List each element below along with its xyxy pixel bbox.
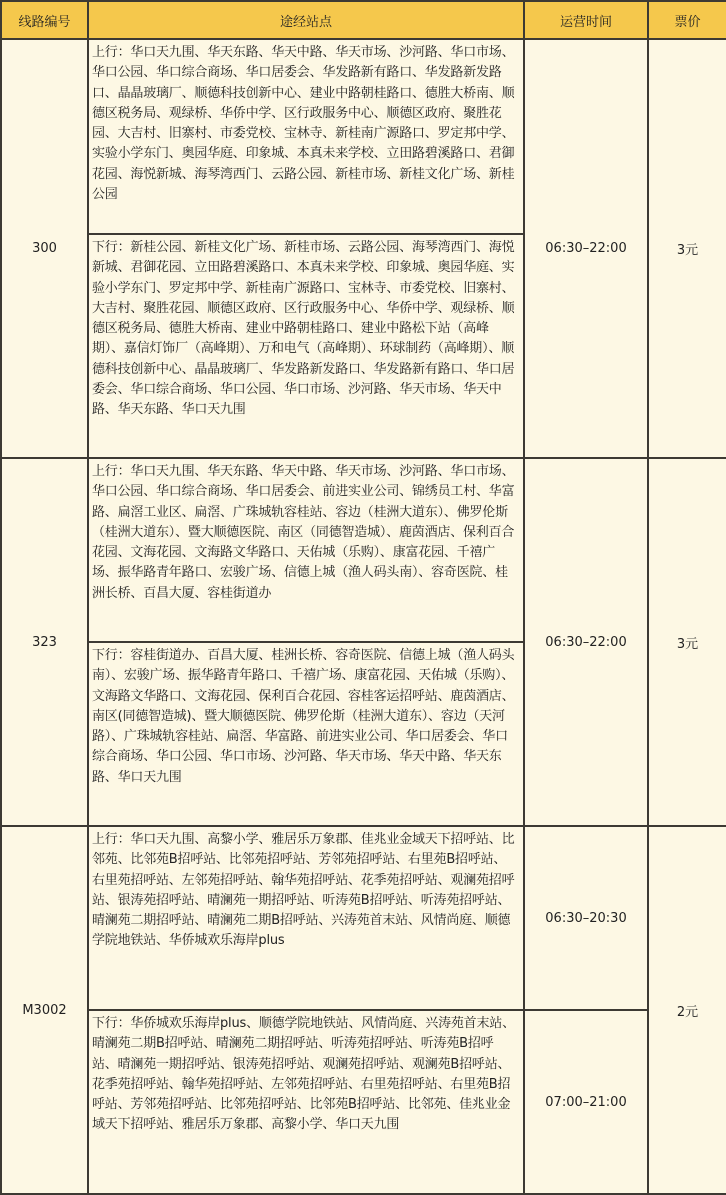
route-323-down-stops (88, 642, 524, 826)
route-m3002-up-row (1, 826, 726, 1010)
route-300-down-stops (88, 234, 524, 458)
route-m3002-fare: 2元 (648, 826, 726, 1194)
route-number-300: 300 (1, 39, 88, 458)
stops-text: 上行：华口天九围、华天东路、华天中路、华天市场、沙河路、华口市场、华口公园、华口综合商场、华口居委会、华发路新有路口、华发路新发路口、晶晶玻璃厂、顺德科技创新中心、建业中路朝桂路口、德胜大桥南、顺德区税务局、观绿桥、华侨中学、区行政服务中心、顺德区政府、聚胜花园、大吉村、旧寨村、市委党校、宝林寺、新桂南广源路口、罗定邦中学、实验小学东门、奥园华庭、印象城、本真未来学校、立田路碧溪路口、君御花园、海悦新城、海琴湾西门、云路公园、新桂市场、新桂文化广场、新桂公园 (92, 45, 515, 203)
header-hours: 运营时间 (524, 1, 648, 39)
route-300-hours: 06:30–22:00 (524, 39, 648, 458)
stops-text: 下行：新桂公园、新桂文化广场、新桂市场、云路公园、海琴湾西门、海悦新城、君御花园、立田路碧溪路口、本真未来学校、印象城、奥园华庭、实验小学东门、罗定邦中学、新桂南广源路口、宝林寺、市委党校、旧寨村、大吉村、聚胜花园、顺德区政府、区行政服务中心、华侨中学、观绿桥、顺德区税务局、德胜大桥南、建业中路朝桂路口、建业中路松下站（高峰期）、嘉信灯饰厂（高峰期）、万和电气（高峰期）、环球制药（高峰期）、顺德科技创新中心、晶晶玻璃厂、华发路新发路口、华发路新有路口、华口居委会、华口综合商场、华口公园、华口市场、沙河路、华天市场、华天中路、华天东路、华口天九围 (92, 240, 515, 418)
header-route-number: 线路编号 (1, 1, 88, 39)
route-m3002-down-row (1, 1010, 726, 1194)
route-300-fare: 3元 (648, 39, 726, 458)
route-m3002-down-stops (88, 1010, 524, 1194)
route-m3002-down-hours: 07:00–21:00 (524, 1010, 648, 1194)
route-number-323: 323 (1, 458, 88, 826)
route-323-hours: 06:30–22:00 (524, 458, 648, 826)
stops-text: 上行：华口天九围、高黎小学、雅居乐万象郡、佳兆业金域天下招呼站、比邻苑、比邻苑B招呼站、比邻苑招呼站、芳邻苑招呼站、右里苑B招呼站、右里苑招呼站、左邻苑招呼站、翰华苑招呼站、花季苑招呼站、观澜苑招呼站、银涛苑招呼站、晴澜苑一期招呼站、听涛苑B招呼站、听涛苑招呼站、晴澜苑二期招呼站、晴澜苑二期B招呼站、兴涛苑首末站、风情尚庭、顺德学院地铁站、华侨城欢乐海岸plus (92, 832, 515, 949)
header-fare: 票价 (648, 1, 726, 39)
route-m3002-up-stops (88, 826, 524, 1010)
route-323-up-row (1, 458, 726, 642)
header-row (1, 1, 726, 39)
route-m3002-up-hours: 06:30–20:30 (524, 826, 648, 1010)
route-323-up-stops (88, 458, 524, 642)
route-323-fare: 3元 (648, 458, 726, 826)
stops-text: 下行：华侨城欢乐海岸plus、顺德学院地铁站、风情尚庭、兴涛苑首末站、晴澜苑二期B招呼站、晴澜苑二期招呼站、听涛苑招呼站、听涛苑B招呼站、晴澜苑一期招呼站、银涛苑招呼站、观澜苑招呼站、观澜苑B招呼站、花季苑招呼站、翰华苑招呼站、左邻苑招呼站、右里苑招呼站、右里苑B招呼站、芳邻苑招呼站、比邻苑招呼站、比邻苑B招呼站、比邻苑、佳兆业金域天下招呼站、雅居乐万象郡、高黎小学、华口天九围 (92, 1016, 515, 1133)
header-stops: 途经站点 (88, 1, 524, 39)
route-300-up-row (1, 39, 726, 234)
route-300-up-stops (88, 39, 524, 234)
stops-text: 下行：容桂街道办、百昌大厦、桂洲长桥、容奇医院、信德上城（渔人码头南）、宏骏广场、振华路青年路口、千禧广场、康富花园、天佑城（乐购）、文海路文华路口、文海花园、保利百合花园、容桂客运招呼站、鹿茵酒店、南区(同德智造城)、暨大顺德医院、佛罗伦斯（桂洲大道东）、容边（天河路）、广珠城轨容桂站、扁滘、华富路、前进实业公司、华口居委会、华口综合商场、华口公园、华口市场、沙河路、华天市场、华天中路、华天东路、华口天九围 (92, 648, 515, 785)
route-number-m3002: M3002 (1, 826, 88, 1194)
stops-text: 上行：华口天九围、华天东路、华天中路、华天市场、沙河路、华口市场、华口公园、华口综合商场、华口居委会、前进实业公司、锦绣员工村、华富路、扁滘工业区、扁滘、广珠城轨容桂站、容边（桂洲大道东）、佛罗伦斯（桂洲大道东）、暨大顺德医院、南区（同德智造城）、鹿茵酒店、保利百合花园、文海花园、文海路文华路口、天佑城（乐购）、康富花园、千禧广场、振华路青年路口、宏骏广场、信德上城（渔人码头南）、容奇医院、桂洲长桥、百昌大厦、容桂街道办 (92, 464, 515, 601)
